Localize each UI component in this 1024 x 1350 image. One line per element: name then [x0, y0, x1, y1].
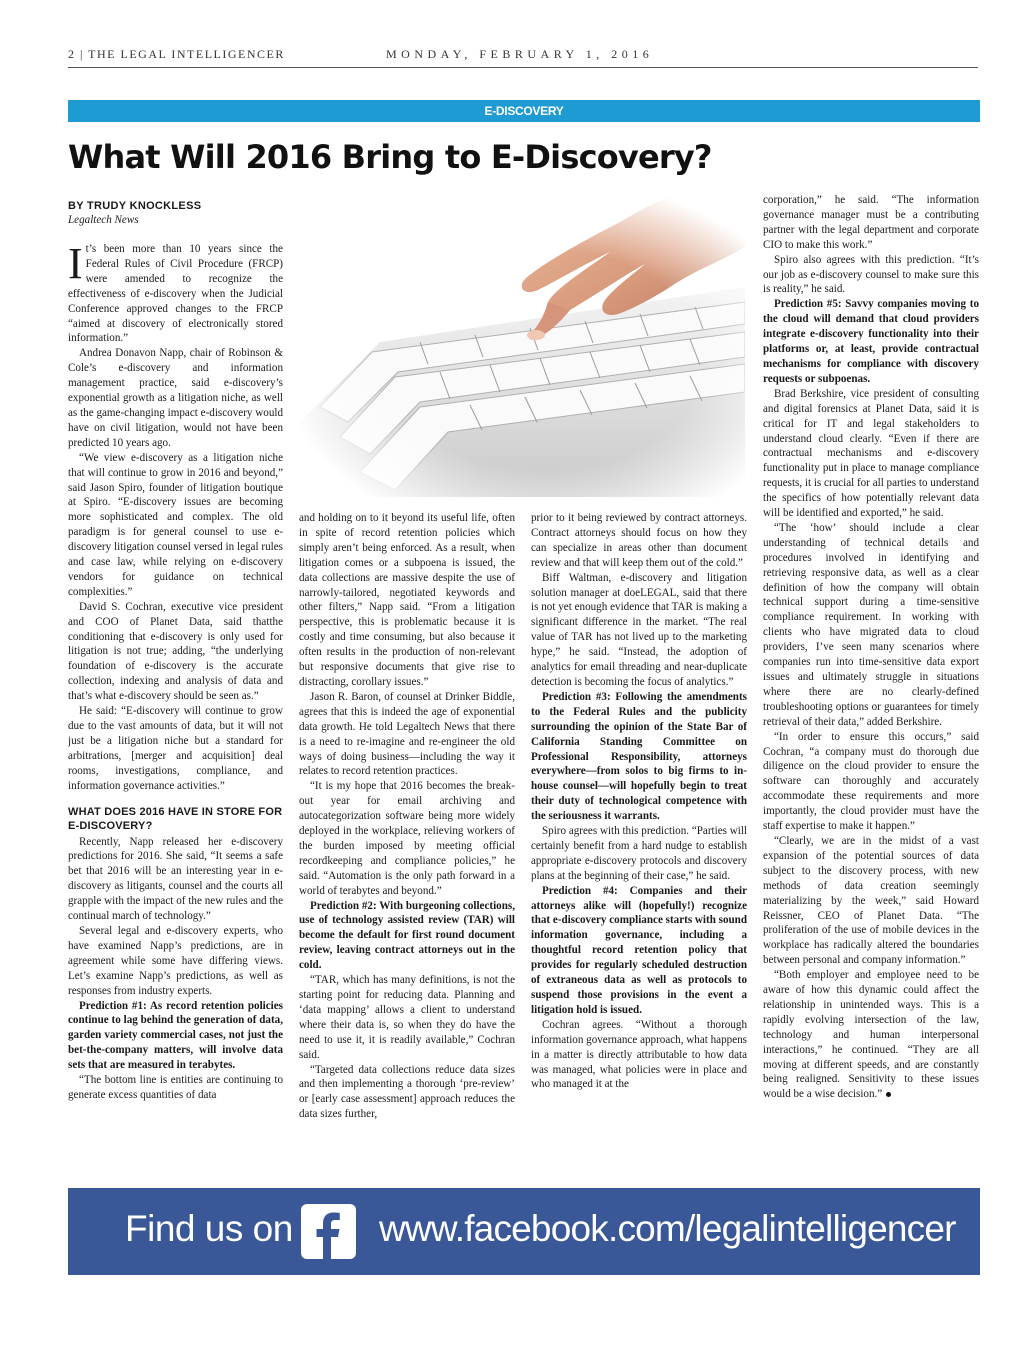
- article-column-3: [531, 511, 747, 1171]
- prediction-1: Prediction #1: As record retention policies continue to lag behind the generation of data, garden variety commercial cases, not just the bet-the-company matters, will involve data sets that are measured in terabytes.: [68, 999, 283, 1072]
- paragraph: prior to it being reviewed by contract attorneys. Contract attorneys should focus on how they can specialize in areas other than document review and that will keep them out of the cold.”: [531, 512, 747, 569]
- paragraph: “Both employer and employee need to be aware of how this dynamic could affect the relationship in unintended ways. This is a rapidly evolving intersection of the law, technology and human interpersonal interactions,” he continued. “They are all moving at different speeds, and are constantly being realigned. Sensitivity to these issues would be a wise decision.”: [763, 969, 979, 1101]
- end-mark-bullet: [886, 1092, 891, 1097]
- paragraph: corporation,” he said. “The information governance manager must be a contributing partner with the legal department and corporate CIO to make this work.”: [763, 194, 979, 251]
- find-us-text: Find us on: [125, 1208, 293, 1249]
- facebook-icon[interactable]: [301, 1204, 356, 1259]
- subheading: WHAT DOES 2016 HAVE IN STORE FOR E-DISCOVERY?: [68, 805, 283, 833]
- paragraph: Spiro agrees with this prediction. “Parties will certainly benefit from a hard nudge to establish appropriate e-discovery protocols and discovery plans at the beginning of their case,” he said.: [531, 825, 747, 882]
- paragraph: Several legal and e-discovery experts, who have examined Napp’s predictions, are in agreement while some have differing views. Let’s examine Napp’s predictions, as well as responses from industry experts.: [68, 924, 283, 997]
- paragraph: David S. Cochran, executive vice president and COO of Planet Data, said thatthe conditioning that e-discovery is only used for litigation is not true; adding, “the underlying foundation of e-discovery is the accurate collection, indexing and analysis of data and that’s what e-discovery should be seen as.”: [68, 600, 283, 703]
- paragraph: Biff Waltman, e-discovery and litigation solution manager at doeLEGAL, said that there is not yet enough evidence that TAR is making a significant difference in the market. “The real value of TAR has not lived up to the marketing hype,” he said. “Instead, the adoption of analytics for email threading and near-duplicate detection is becoming the focus of analytics.”: [531, 571, 747, 688]
- paragraph: “We view e-discovery as a litigation niche that will continue to grow in 2016 and beyond,” said Jason Spiro, founder of litigation boutique at Spiro. “E-discovery issues are becoming more sophisticated and complex. The old paradigm is for general counsel to use e-discovery litigation counsel versed in legal rules and case law, while relying on e-discovery vendors for guidance on technical complexities.”: [68, 451, 283, 598]
- publication-name: Legaltech News: [68, 214, 139, 226]
- byline: BY TRUDY KNOCKLESS: [68, 200, 202, 212]
- section-label-bar: E-DISCOVERY: [68, 100, 980, 122]
- prediction-5: Prediction #5: Savvy companies moving to the cloud will demand that cloud providers integrate e-discovery functionality into their platforms or, at least, provide contractual mechanisms for compliance with discovery requests or subpoenas.: [763, 298, 979, 385]
- prediction-4: Prediction #4: Companies and their attorneys alike will (hopefully!) recognize that e-discovery compliance starts with sound information governance, including a thoughtful record retention policy that provides for regularly scheduled destruction of extraneous data as well as protocols to suspend those provisions in the event a litigation hold is issued.: [531, 884, 747, 1016]
- paragraph: “Clearly, we are in the midst of a vast expansion of the potential sources of data subject to the discovery process, with new methods of data creation seemingly materializing by the week,” said Howard Reissner, CEO of Planet Data. “The proliferation of the use of mobile devices in the workplace has radically altered the boundaries between personal and company information.”: [763, 834, 979, 967]
- keyboard-photo-illustration: [300, 192, 745, 497]
- prediction-2: Prediction #2: With burgeoning collections, use of technology assisted review (TAR) will become the default for first round document review, leaving contract attorneys out in the cold.: [299, 899, 515, 972]
- issue-date: MONDAY, FEBRUARY 1, 2016: [386, 47, 654, 61]
- paragraph: “The bottom line is entities are continuing to generate excess quantities of data: [68, 1074, 283, 1101]
- facebook-promo-banner[interactable]: [68, 1188, 980, 1275]
- article-column-1: [68, 199, 283, 1174]
- article-column-2: [299, 511, 515, 1171]
- paragraph: Recently, Napp released her e-discovery predictions for 2016. She said, “It seems a safe bet that 2016 will be an interesting year in e-discovery as litigants, counsel and the courts all grapple with the impact of the new rules and the continual march of technology.”: [68, 835, 283, 923]
- paragraph: Andrea Donavon Napp, chair of Robinson & Cole’s e-discovery and information management practice, said e-discovery’s exponential growth as a litigation niche, as well as the game-changing impact e-discovery would have on civil litigation, would not have been predicted 10 years ago.: [68, 347, 283, 449]
- facebook-url-link[interactable]: www.facebook.com/legalintelligencer: [379, 1208, 956, 1249]
- paragraph: Cochran agrees. “Without a thorough information governance approach, what happens in a matter is directly attributable to how data was managed, what policies were in place and who managed it at the: [531, 1018, 747, 1091]
- paragraph: “It is my hope that 2016 becomes the break-out year for email archiving and autocategorization software being more widely deployed in the workplace, relieving workers of the burden imposed by meeting official recordkeeping and compliance policies,” he said. “Automation is the only path forward in a world of terabytes and beyond.”: [299, 780, 515, 897]
- masthead: [68, 44, 978, 68]
- lead-paragraph: It’s been more than 10 years since the Federal Rules of Civil Procedure (FRCP) were amended to recognize the effectiveness of e-discovery when the Judicial Conference approved changes to the FRCP “aimed at discovery of electronically stored information.”: [68, 239, 283, 345]
- paragraph: “TAR, which has many definitions, is not the starting point for reducing data. Planning and ‘data mapping’ allows a client to understand where their data is, so when they do have the need to use it, it is readily available,” Cochran said.: [299, 974, 515, 1061]
- paragraph: Brad Berkshire, vice president of consulting and digital forensics at Planet Data, said it is critical for IT and legal stakeholders to understand cloud clearly. “Even if there are contractual mechanisms and e-discovery functionality put in place to manage compliance requests, it is crucial for all parties to understand the specifics of how potentially relevant data will be identified and exported,” he said.: [763, 387, 979, 520]
- article-headline: What Will 2016 Bring to E-Discovery?: [68, 138, 712, 176]
- paragraph: Spiro also agrees with this prediction. “It’s our job as e-discovery counsel to make sure this is reality,” he said.: [763, 253, 979, 296]
- paragraph: and holding on to it beyond its useful life, often in spite of record retention policies which simply aren’t being enforced. As a result, when litigation comes or a subpoena is issued, the data collections are massive despite the use of narrowly-tailored, negotiated keywords and other filters,” Napp said. “From a litigation perspective, this is problematic because it is costly and time consuming, but also because it often results in the production of non-relevant but responsive documents that give rise to distracting, corollary issues.”: [299, 512, 515, 688]
- article-column-4: [763, 193, 979, 1171]
- page-number-publication: 2 | THE LEGAL INTELLIGENCER: [68, 47, 285, 61]
- prediction-3: Prediction #3: Following the amendments to the Federal Rules and the publicity surrounding the opinion of the State Bar of California Standing Committee on Professional Responsibility, attorneys everywhere—from solos to big firms to in-house counsel—will hopefully begin to treat their duty of technological competence with the seriousness it warrants.: [531, 690, 747, 823]
- paragraph: Jason R. Baron, of counsel at Drinker Biddle, agrees that this is indeed the age of exponential data growth. He told Legaltech News that there is a need to re-imagine and re-engineer the old ways of doing business—including the way it relates to record retention practices.: [299, 690, 515, 778]
- drop-cap: I: [68, 239, 83, 288]
- paragraph: “The ‘how’ should include a clear understanding of technical details and procedures involved in identifying and retrieving responsive data, as well as a clear definition of how the company will obtain technical support during a time-sensitive compliance requirement. In working with clients who have migrated data to cloud providers, I’ve seen many scenarios where companies run into time-sensitive data export issues and ultimately struggle in situations where there are no clearly-defined troubleshooting options or guarantees for timely retrieval of their data,” added Berkshire.: [763, 521, 979, 728]
- paragraph: He said: “E-discovery will continue to grow due to the vast amounts of data, but it will not just be a litigation niche but a standard for arbitrations, [merger and acquisition] deal rooms, investigations, compliance, and information governance activities.”: [68, 705, 283, 792]
- paragraph: “In order to ensure this occurs,” said Cochran, “a company must do thorough due diligence on the cloud provider to ensure the software can thoroughly and accurately accommodate these requirements and more importantly, the cloud provider must have the staff expertise to make it happen.”: [763, 730, 979, 833]
- paragraph: “Targeted data collections reduce data sizes and then implementing a thorough ‘pre-review’ or [early case assessment] approach reduces the data sizes further,: [299, 1063, 515, 1121]
- keyboard-typing-photo: [300, 192, 745, 497]
